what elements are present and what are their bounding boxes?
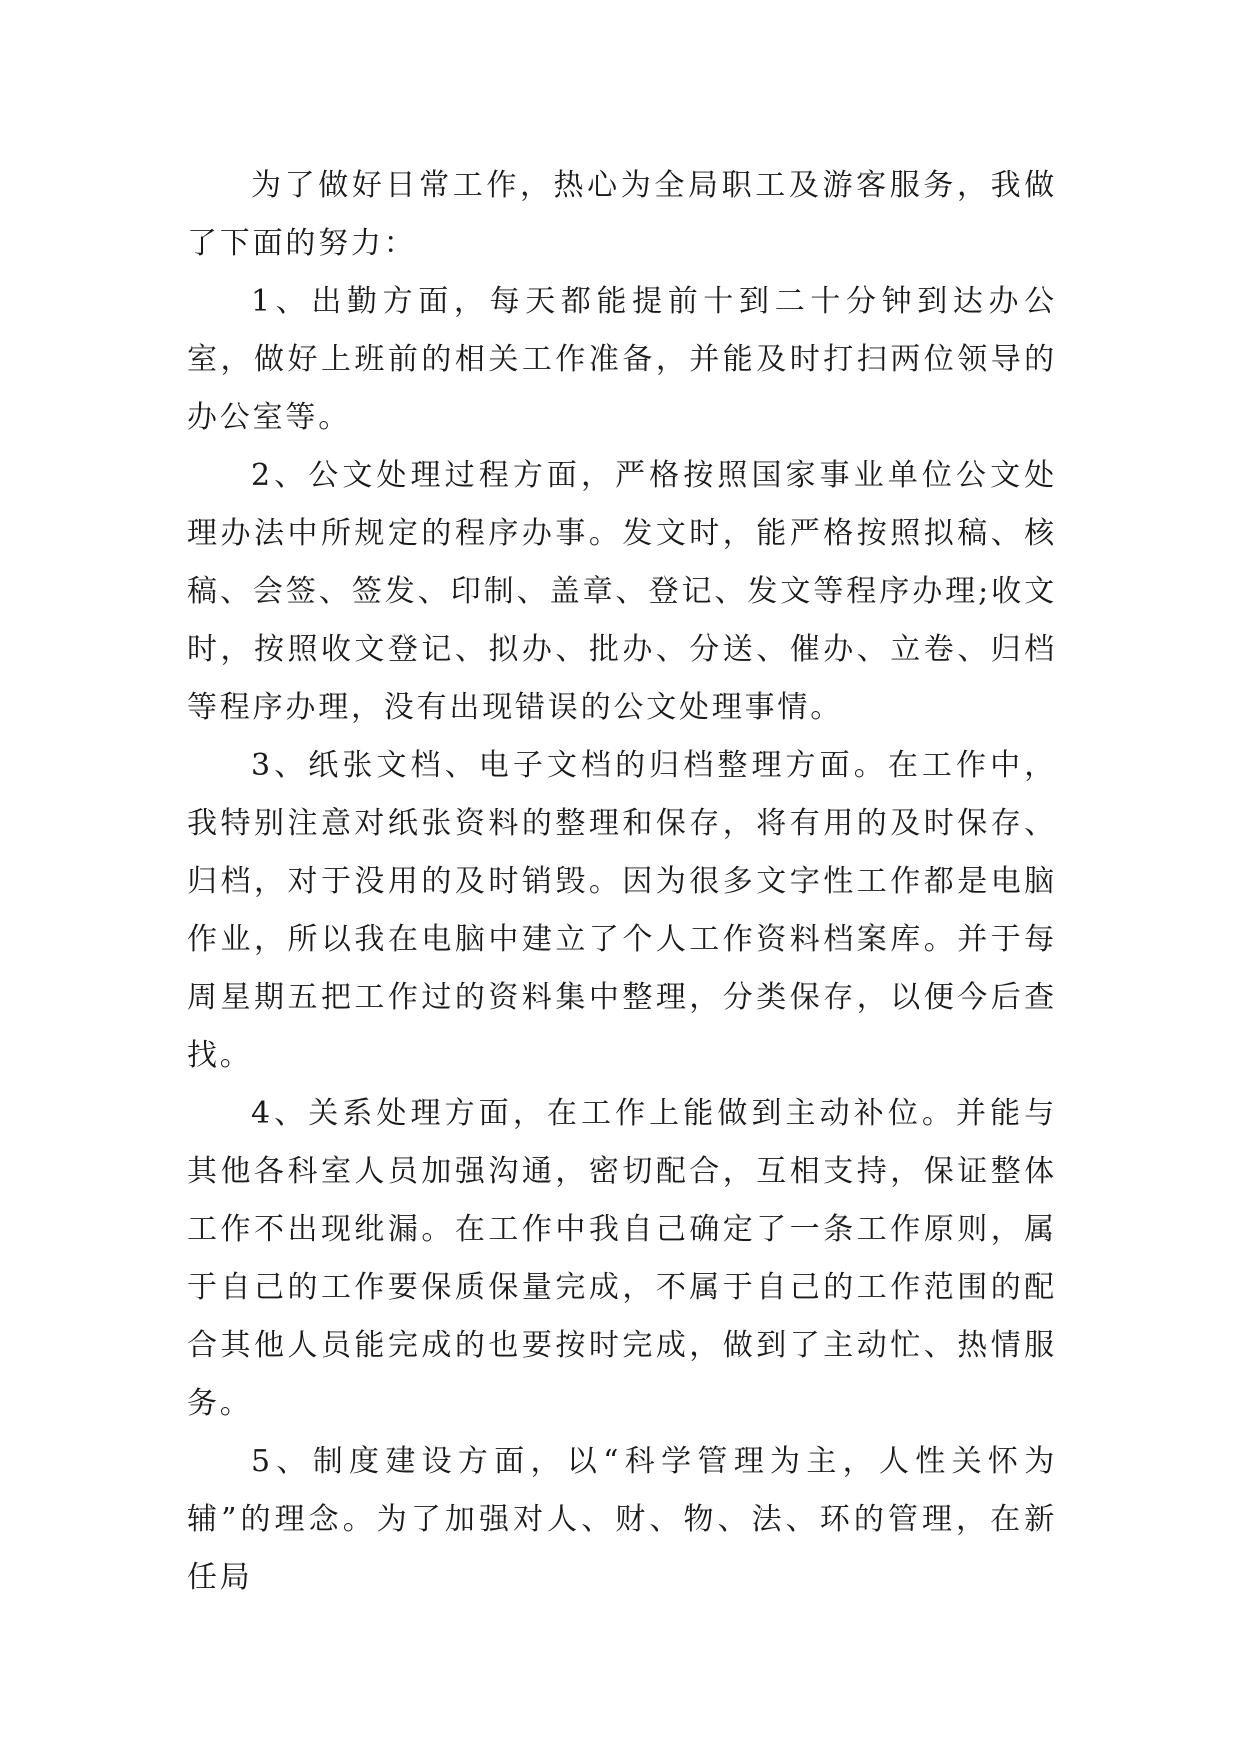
paragraph-relationships: 4、关系处理方面，在工作上能做到主动补位。并能与其他各科室人员加强沟通，密切配合，互相支持，保证整体工作不出现纰漏。在工作中我自己确定了一条工作原则，属于自己的工作要保质保量完成，不属于自己的工作范围的配合其他人员能完成的也要按时完成，做到了主动忙、热情服务。 [187, 1096, 1057, 1421]
paragraph-document-processing: 2、公文处理过程方面，严格按照国家事业单位公文处理办法中所规定的程序办事。发文时，能严格按照拟稿、核稿、会签、签发、印制、盖章、登记、发文等程序办理;收文时，按照收文登记、拟办、批办、分送、催办、立卷、归档等程序办理，没有出现错误的公文处理事情。 [187, 458, 1057, 725]
document-body [187, 157, 1057, 1607]
paragraph-attendance: 1、出勤方面，每天都能提前十到二十分钟到达办公室，做好上班前的相关工作准备，并能及时打扫两位领导的办公室等。 [187, 284, 1057, 435]
paragraph-archiving: 3、纸张文档、电子文档的归档整理方面。在工作中，我特别注意对纸张资料的整理和保存，将有用的及时保存、归档，对于没用的及时销毁。因为很多文字性工作都是电脑作业，所以我在电脑中建立了个人工作资料档案库。并于每周星期五把工作过的资料集中整理，分类保存，以便今后查找。 [187, 748, 1057, 1073]
paragraph-system-building: 5、制度建设方面，以“科学管理为主，人性关怀为辅”的理念。为了加强对人、财、物、法、环的管理，在新任局 [187, 1444, 1057, 1595]
paragraph-intro: 为了做好日常工作，热心为全局职工及游客服务，我做了下面的努力： [187, 168, 1057, 261]
